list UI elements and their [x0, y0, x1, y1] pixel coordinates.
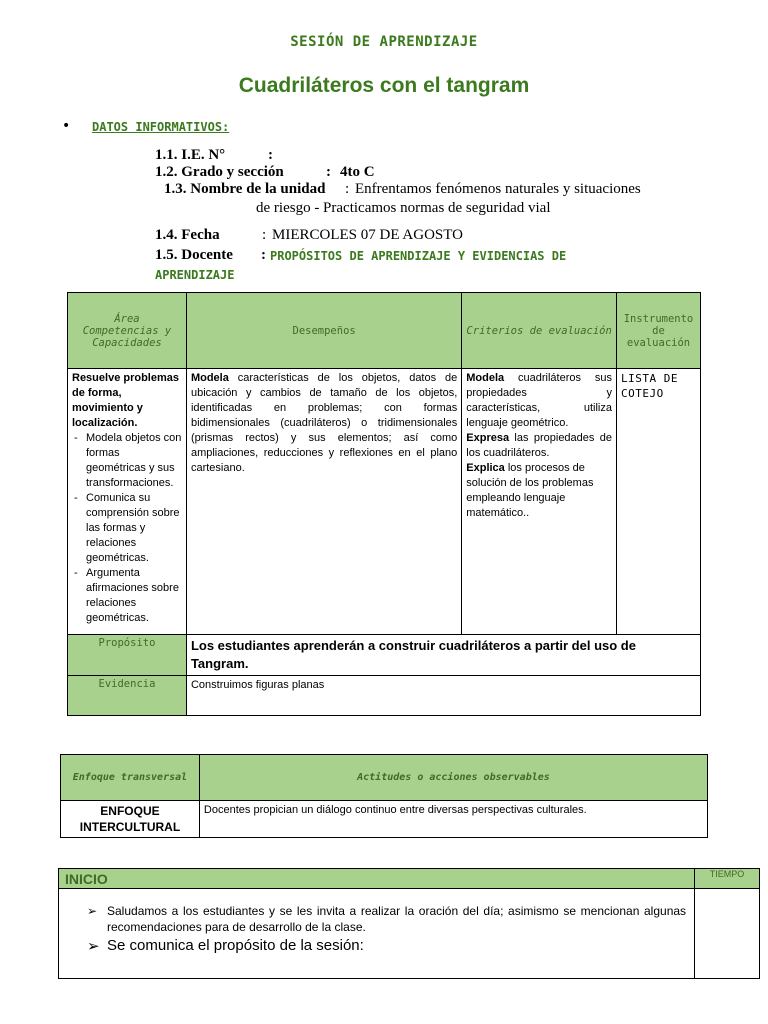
list-item: ➢ Saludamos a los estudiantes y se les invita a realizar la oración del día; asimismo se mencionan algunas recomendaciones para de desarrollo de la clase. [87, 904, 687, 934]
list-item: - Modela objetos con formas geométricas y sus transformaciones. [86, 431, 182, 491]
desempeno-verb: Modela [190, 372, 229, 384]
tiempo-label: TIEMPO [695, 869, 760, 889]
inicio-content [59, 889, 695, 979]
ie-separator: : [268, 147, 273, 163]
capacidades-list [72, 431, 182, 626]
criterio-item: Modela cuadriláteros sus propiedades y características, utiliza lenguaje geométrico. [466, 372, 612, 429]
fecha-separator: : [262, 227, 267, 243]
competencia-cell [68, 369, 187, 635]
arrow-icon: ➢ [87, 938, 100, 955]
proposito-value: Los estudiantes aprenderán a construir cuadriláteros a partir del uso de Tangram. [186, 635, 700, 676]
header-criterios: Criterios de evaluación [462, 293, 617, 369]
inicio-table [58, 868, 760, 979]
arrow-icon: ➢ [87, 904, 98, 918]
actitud-value: Docentes propician un diálogo continuo entre diversas perspectivas culturales. [199, 801, 707, 838]
criterios-cell [462, 369, 617, 635]
tiempo-cell [695, 889, 760, 979]
ie-label: 1.1. I.E. N° [155, 147, 226, 163]
enfoque-name: ENFOQUE INTERCULTURAL [61, 801, 200, 838]
competencia-title: Resuelve problemas de forma, movimiento y localización. [72, 372, 179, 429]
header-instrumento: Instrumento de evaluación [617, 293, 701, 369]
desempeno-text: características de los objetos, datos de ubicación y cambios de tamaño de los objetos, identificadas en problemas; con formas bidimensionales (cuadriláteros) o tridimensionales (prismas rectos) y sus elementos; así como ampliaciones, reducciones y reflexiones en el plano cartesiano. [190, 372, 458, 474]
datos-informativos-label: DATOS INFORMATIVOS: [92, 120, 230, 134]
grado-separator: : [326, 164, 331, 180]
unidad-label: 1.3. Nombre de la unidad [164, 181, 326, 197]
list-item: - Comunica su comprensión sobre las formas y relaciones geométricas. [86, 491, 182, 566]
lesson-title: Cuadriláteros con el tangram [238, 74, 530, 97]
criterio-item: Explica los procesos de solución de los problemas empleando lenguaje matemático.. [466, 462, 594, 519]
list-item: - Argumenta afirmaciones sobre relaciones geométricas. [86, 566, 182, 626]
header-enfoque: Enfoque transversal [61, 755, 200, 801]
propositos-heading-line1: PROPÓSITOS DE APRENDIZAJE Y EVIDENCIAS DE [270, 249, 567, 263]
docente-label: 1.5. Docente [155, 247, 233, 263]
bullet-icon: • [62, 118, 71, 134]
header-actitudes: Actitudes o acciones observables [199, 755, 707, 801]
evidencia-value: Construimos figuras planas [186, 676, 700, 716]
inicio-label: INICIO [59, 869, 695, 889]
header-desempenos: Desempeños [186, 293, 461, 369]
enfoque-table [60, 754, 708, 838]
unidad-value-line1: Enfrentamos fenómenos naturales y situaciones [355, 181, 641, 197]
list-item: ➢ Se comunica el propósito de la sesión: [87, 937, 364, 955]
unidad-separator: : [345, 181, 350, 197]
unidad-value-line2: de riesgo - Practicamos normas de seguridad vial [256, 200, 551, 216]
evidencia-label: Evidencia [68, 676, 187, 716]
criterio-item: Expresa las propiedades de los cuadriláteros. [466, 432, 612, 459]
fecha-value: MIERCOLES 07 DE AGOSTO [272, 227, 463, 243]
fecha-label: 1.4. Fecha [155, 227, 220, 243]
instrumento-value: LISTA DE COTEJO [617, 369, 701, 635]
propositos-table [67, 292, 701, 716]
docente-separator: : [261, 247, 266, 263]
desempeno-cell [186, 369, 461, 635]
session-heading: SESIÓN DE APRENDIZAJE [290, 34, 478, 50]
header-area: Área Competencias y Capacidades [68, 293, 187, 369]
grado-value: 4to C [340, 164, 375, 180]
grado-label: 1.2. Grado y sección [155, 164, 284, 180]
proposito-label: Propósito [68, 635, 187, 676]
propositos-heading-line2: APRENDIZAJE [155, 268, 235, 282]
